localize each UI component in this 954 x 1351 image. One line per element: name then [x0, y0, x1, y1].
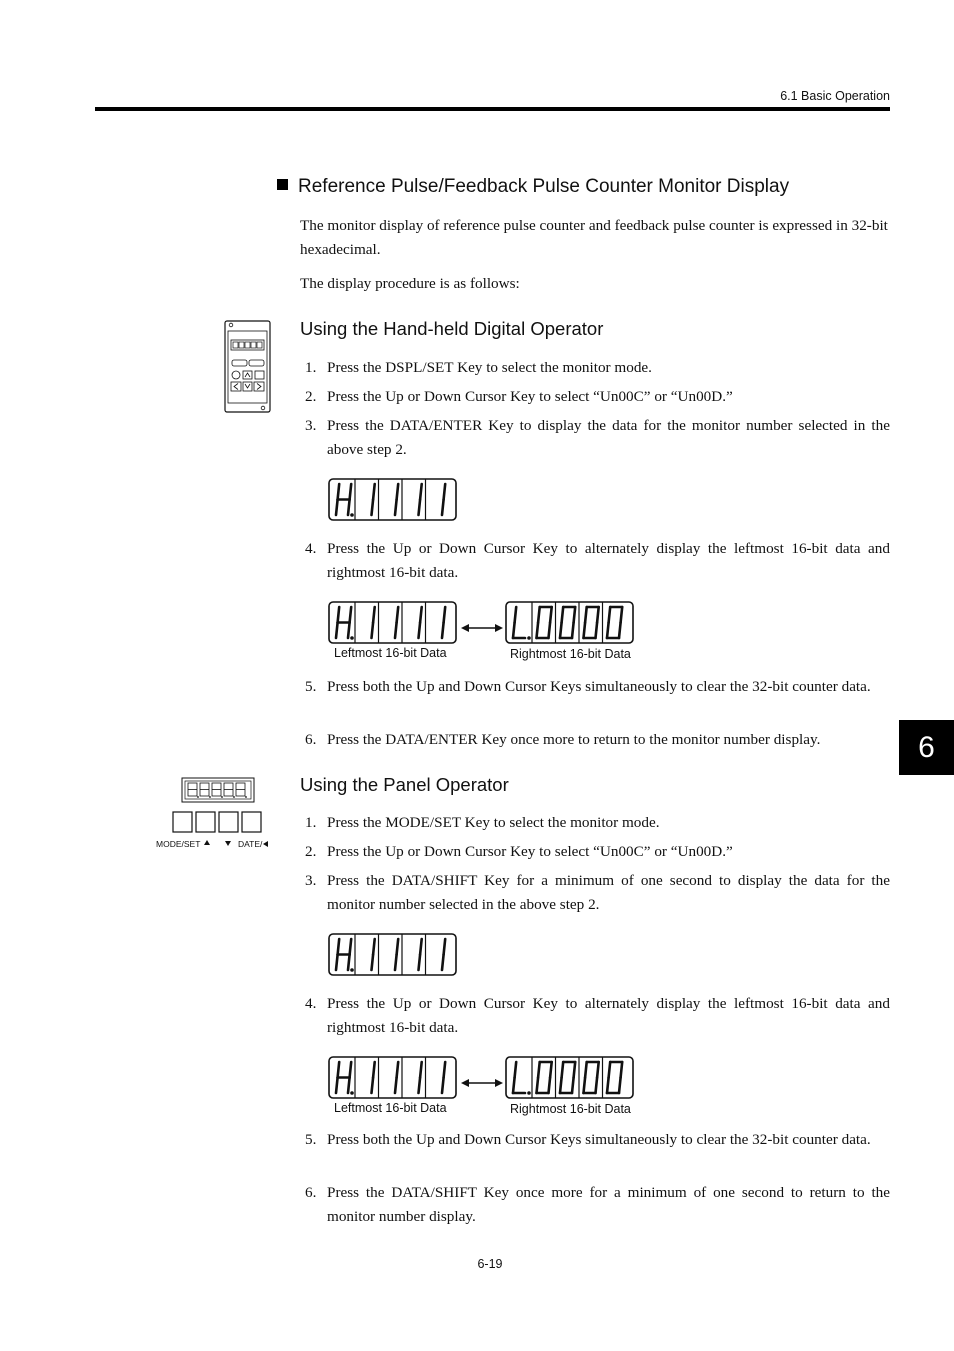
segment-c — [419, 1078, 421, 1094]
segment-e — [584, 1078, 586, 1094]
segment-e — [607, 1078, 609, 1094]
segment-c — [442, 955, 444, 971]
header-rule — [95, 107, 890, 111]
mode-set-key-label: MODE/SET — [156, 839, 201, 849]
segment-b — [574, 1062, 576, 1078]
segment-c — [419, 623, 421, 639]
seven-seg-svg — [505, 601, 634, 644]
segment-c — [395, 955, 397, 971]
segment-f — [562, 1062, 564, 1078]
segment-c — [348, 500, 350, 516]
segment-b — [550, 1062, 552, 1078]
panel-step-6: 6. Press the DATA/SHIFT Key once more for a minimum of one second to return to the monitor number display. — [305, 1184, 890, 1225]
segment-c — [442, 1078, 444, 1094]
segment-b — [350, 484, 352, 500]
segment-c — [372, 955, 374, 971]
handheld-step-2: 2. Press the Up or Down Cursor Key to select “Un00C” or “Un00D.” — [305, 388, 733, 405]
segment-c — [619, 623, 621, 639]
handheld-operator-icon — [224, 320, 272, 414]
segment-e — [336, 500, 338, 516]
segment-c — [549, 623, 551, 639]
segment-f — [609, 607, 611, 623]
segment-b — [550, 607, 552, 623]
segment-b — [397, 1062, 399, 1078]
handheld-step-5: 5. Press both the Up and Down Cursor Keys simultaneously to clear the 32-bit counter data. — [305, 678, 871, 695]
handheld-heading: Using the Hand-held Digital Operator — [300, 318, 604, 339]
handheld-step-4: 4. Press the Up or Down Cursor Key to alternately display the leftmost 16-bit data and rightmost 16-bit data. — [305, 540, 890, 581]
rightmost-caption: Rightmost 16-bit Data — [510, 647, 631, 661]
leftmost-caption: Leftmost 16-bit Data — [334, 1101, 447, 1115]
square-bullet-icon — [277, 179, 288, 190]
segment-c — [372, 500, 374, 516]
segment-e — [607, 623, 609, 639]
segment-f — [515, 1062, 517, 1078]
decimal-point — [527, 636, 531, 640]
segment-e — [513, 623, 515, 639]
segment-c — [596, 1078, 598, 1094]
segment-f — [538, 607, 540, 623]
segment-b — [373, 1062, 375, 1078]
segment-f — [338, 1062, 340, 1078]
segment-b — [444, 939, 446, 955]
segment-e — [537, 623, 539, 639]
rightmost-caption: Rightmost 16-bit Data — [510, 1102, 631, 1116]
seven-seg-svg — [328, 478, 457, 521]
panel-display-icon — [181, 777, 255, 803]
segment-f — [338, 484, 340, 500]
segment-b — [597, 607, 599, 623]
down-arrow-icon — [224, 839, 232, 847]
handheld-step-6: 6. Press the DATA/ENTER Key once more to return to the monitor number display. — [305, 731, 821, 748]
segment-b — [444, 484, 446, 500]
segment-c — [348, 623, 350, 639]
decimal-point — [350, 513, 354, 517]
segment-b — [397, 484, 399, 500]
segment-b — [373, 607, 375, 623]
decimal-point — [350, 1091, 354, 1095]
panel-step-1: 1. Press the MODE/SET Key to select the monitor mode. — [305, 814, 660, 831]
seven-seg-display-high — [328, 1056, 457, 1104]
segment-f — [515, 607, 517, 623]
segment-c — [442, 500, 444, 516]
segment-e — [336, 1078, 338, 1094]
double-arrow-icon — [460, 1075, 504, 1091]
page-number: 6-19 — [477, 1257, 503, 1271]
chapter-tab: 6 — [899, 720, 954, 775]
segment-c — [348, 1078, 350, 1094]
seven-seg-display — [328, 478, 457, 526]
seven-seg-svg — [505, 1056, 634, 1099]
seven-seg-svg — [328, 601, 457, 644]
segment-b — [444, 607, 446, 623]
handheld-step-1: 1. Press the DSPL/SET Key to select the monitor mode. — [305, 359, 652, 376]
segment-e — [513, 1078, 515, 1094]
panel-keys-icon — [172, 811, 262, 834]
segment-b — [350, 1062, 352, 1078]
panel-step-3: 3. Press the DATA/SHIFT Key for a minimum of one second to display the data for the monitor number selected in the above step 2. — [305, 872, 890, 913]
segment-b — [574, 607, 576, 623]
intro-paragraph: The monitor display of reference pulse counter and feedback pulse counter is expressed in 32-bit hexadecimal. — [300, 217, 888, 258]
segment-b — [373, 939, 375, 955]
segment-c — [572, 1078, 574, 1094]
segment-b — [420, 939, 422, 955]
decimal-point — [527, 1091, 531, 1095]
segment-b — [373, 484, 375, 500]
segment-f — [538, 1062, 540, 1078]
panel-heading: Using the Panel Operator — [300, 774, 509, 795]
segment-f — [609, 1062, 611, 1078]
segment-b — [420, 484, 422, 500]
segment-f — [338, 607, 340, 623]
segment-f — [338, 939, 340, 955]
segment-b — [350, 607, 352, 623]
segment-e — [537, 1078, 539, 1094]
seven-seg-display — [328, 933, 457, 981]
segment-b — [420, 607, 422, 623]
segment-b — [397, 939, 399, 955]
seven-seg-svg — [328, 933, 457, 976]
leftmost-caption: Leftmost 16-bit Data — [334, 646, 447, 660]
segment-c — [549, 1078, 551, 1094]
handheld-step-3: 3. Press the DATA/ENTER Key to display the data for the monitor number selected in the above step 2. — [305, 417, 890, 458]
segment-c — [395, 1078, 397, 1094]
segment-c — [395, 623, 397, 639]
segment-f — [585, 607, 587, 623]
segment-b — [397, 607, 399, 623]
section-title-text: Reference Pulse/Feedback Pulse Counter Monitor Display — [298, 176, 790, 197]
segment-e — [336, 955, 338, 971]
up-arrow-icon — [203, 839, 211, 847]
segment-b — [444, 1062, 446, 1078]
segment-b — [621, 1062, 623, 1078]
segment-c — [372, 1078, 374, 1094]
segment-b — [350, 939, 352, 955]
panel-step-2: 2. Press the Up or Down Cursor Key to select “Un00C” or “Un00D.” — [305, 843, 733, 860]
seven-seg-display-low — [505, 1056, 634, 1104]
segment-b — [597, 1062, 599, 1078]
left-arrow-icon — [262, 840, 269, 848]
segment-c — [596, 623, 598, 639]
segment-c — [419, 955, 421, 971]
seven-seg-display-high — [328, 601, 457, 649]
section-title — [277, 176, 789, 198]
segment-e — [336, 623, 338, 639]
double-arrow-icon — [460, 620, 504, 636]
segment-e — [560, 623, 562, 639]
segment-c — [442, 623, 444, 639]
seven-seg-svg — [328, 1056, 457, 1099]
segment-f — [585, 1062, 587, 1078]
segment-c — [348, 955, 350, 971]
seven-seg-display-low — [505, 601, 634, 649]
panel-step-4: 4. Press the Up or Down Cursor Key to alternately display the leftmost 16-bit data and rightmost 16-bit data. — [305, 995, 890, 1036]
segment-c — [372, 623, 374, 639]
segment-b — [420, 1062, 422, 1078]
segment-c — [619, 1078, 621, 1094]
intro-procedure: The display procedure is as follows: — [300, 275, 520, 292]
decimal-point — [350, 636, 354, 640]
segment-e — [560, 1078, 562, 1094]
segment-b — [621, 607, 623, 623]
segment-c — [572, 623, 574, 639]
date-key-label: DATE/ — [238, 839, 263, 849]
segment-e — [584, 623, 586, 639]
segment-c — [395, 500, 397, 516]
segment-c — [419, 500, 421, 516]
decimal-point — [350, 968, 354, 972]
panel-step-5: 5. Press both the Up and Down Cursor Keys simultaneously to clear the 32-bit counter data. — [305, 1131, 871, 1148]
running-header: 6.1 Basic Operation — [780, 89, 890, 103]
segment-f — [562, 607, 564, 623]
